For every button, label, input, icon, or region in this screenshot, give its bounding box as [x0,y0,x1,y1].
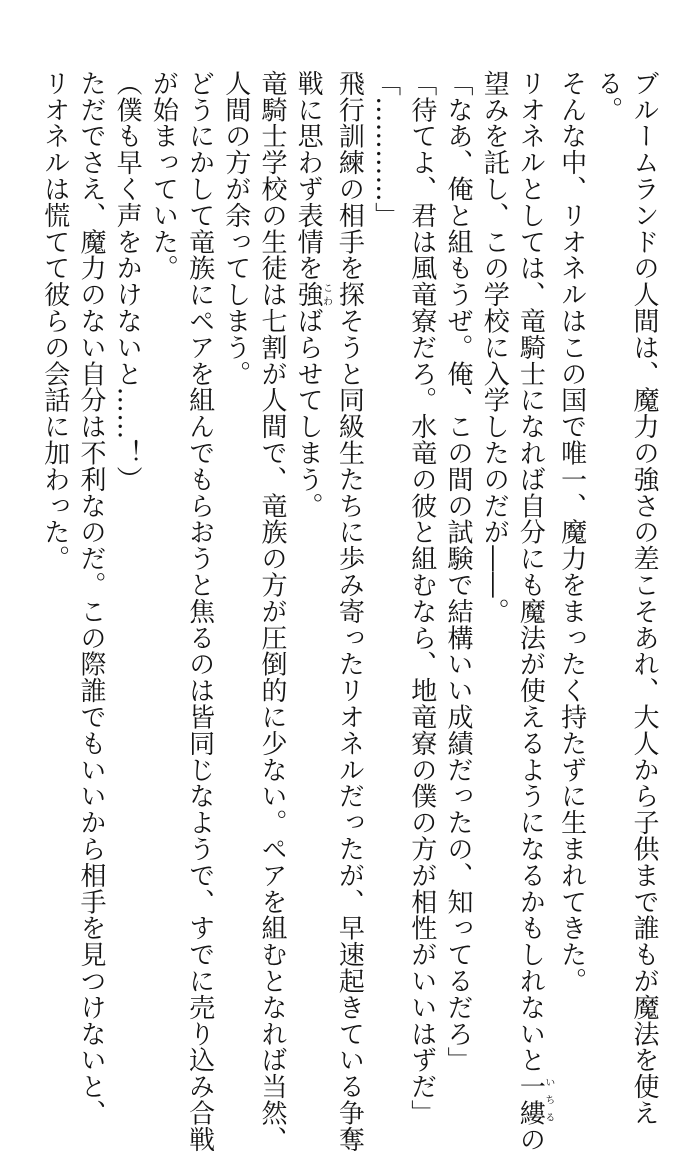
text-run: リオネルとしては、竜騎士になれば自分にも魔法が使えるようになるかもしれないと [515,70,546,1074]
text-line: 望みを託し、この学校に入学したのだが――。 [479,70,510,625]
text-line: 飛行訓練の相手を探そうと同級生たちに歩み寄ったリオネルだったが、早速起きている争奪 [334,70,365,1152]
text-line: 人間の方が余ってしまう。 [220,70,251,387]
ruby-base: 一縷 [515,1073,546,1127]
text-line: どうにかして竜族にペアを組んでもらおうと焦るのは皆同じなようで、すでに売り込み合戦 [184,70,215,1152]
text-line: そんな中、リオネルはこの国で唯一、魔力をまったく持たずに生まれてきた。 [556,70,587,994]
text-line [512,70,554,1152]
ruby-ichiru [515,1073,554,1127]
text-line: ただでさえ、魔力のない自分は不利なのだ。この際誰でもいいから相手を見つけないと、 [75,70,106,1126]
text-run: の [515,1126,546,1152]
ruby-kowa [293,281,332,308]
text-line: 竜騎士学校の生徒は七割が人間で、竜族の方が圧倒的に少ない。ペアを組むとなれば当然、 [256,70,287,1152]
ruby-base: 強 [293,281,324,308]
dialogue-line: 「待てよ、君は風竜寮だろ。水竜の彼と組むなら、地竜寮の僕の方が相性がいいはずだ」 [406,70,437,1126]
text-line: ブルームランドの人間は、魔力の強さの差こそあれ、大人から子供まで誰もが魔法を使え [629,70,659,1126]
text-line: が始まっていた。 [148,70,179,282]
text-run: 戦に思わず表情を [293,70,324,282]
ruby-reading: いちる [542,1073,554,1127]
thought-line: （僕も早く声をかけないと……！） [112,70,143,493]
dialogue-line: 「なあ、俺と組もうぜ。俺、この間の試験で結構いい成績だったの、知ってるだろ」 [442,70,473,1074]
text-line [290,70,331,950]
dialogue-line: 「…………」 [370,70,401,229]
text-line: る。 [592,70,623,123]
vertical-text-block [37,70,662,1152]
ruby-reading: こわ [320,281,332,308]
text-run: ばら [293,307,324,361]
text-line: リオネルは慌てて彼らの会話に加わった。 [39,70,70,572]
text-run: せてしまう。 [293,360,324,519]
